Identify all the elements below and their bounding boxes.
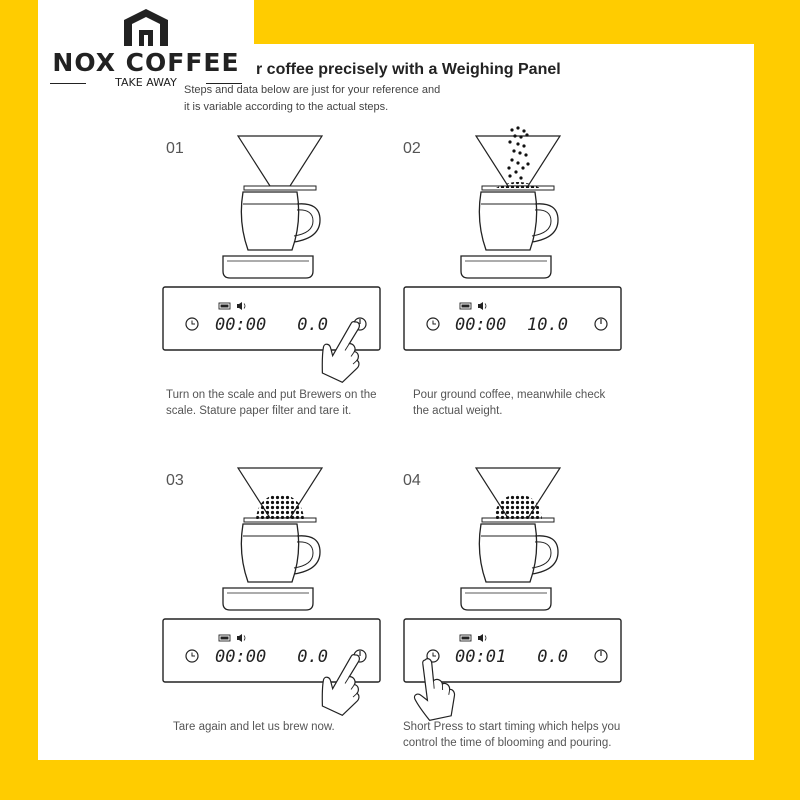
step-1-caption-line-2: scale. Stature paper filter and tare it. xyxy=(166,405,352,417)
intro-line-1: Steps and data below are just for your reference and xyxy=(184,84,441,96)
step-1-stand xyxy=(223,256,313,278)
step-2-time-readout: 00:00 xyxy=(455,315,507,335)
step-1-caption-line-1: Turn on the scale and put Brewers on the xyxy=(166,389,377,401)
step-2-caption-line-1: Pour ground coffee, meanwhile check xyxy=(413,389,606,401)
step-1-illustration xyxy=(163,136,380,386)
step-1-time-readout: 00:00 xyxy=(215,315,267,335)
step-3-caption xyxy=(173,719,335,735)
step-2-grounds xyxy=(496,182,540,188)
step-4-time-readout: 00:01 xyxy=(455,647,507,667)
step-1-server xyxy=(241,192,320,250)
step-2-caption xyxy=(413,387,605,419)
step-4-weight-readout: 0.0 xyxy=(537,647,568,667)
step-3-caption-line-1: Tare again and let us brew now. xyxy=(173,721,335,733)
step-4-illustration xyxy=(404,468,621,722)
step-1-number: 01 xyxy=(166,140,184,157)
step-3-weight-readout: 0.0 xyxy=(297,647,328,667)
step-2-caption-line-2: the actual weight. xyxy=(413,405,503,417)
step-2-weight-readout: 10.0 xyxy=(527,315,568,335)
step-4-server xyxy=(479,524,558,582)
step-3-stand xyxy=(223,588,313,610)
step-3-server xyxy=(241,524,320,582)
step-4-caption-line-2: control the time of blooming and pouring. xyxy=(403,737,612,749)
step-1-dripper xyxy=(238,136,322,190)
page-heading: r coffee precisely with a Weighing Panel xyxy=(256,61,561,78)
step-4-caption-line-1: Short Press to start timing which helps you xyxy=(403,721,621,733)
step-2-number: 02 xyxy=(403,140,421,157)
step-3-number: 03 xyxy=(166,472,184,489)
intro-line-2: it is variable according to the actual steps. xyxy=(184,101,389,113)
step-3-illustration xyxy=(163,468,380,719)
logo-title: NOX COFFEE xyxy=(52,48,240,77)
step-1-weight-readout: 0.0 xyxy=(297,315,328,335)
step-1-caption xyxy=(166,387,377,419)
logo-tagline: TAKE AWAY xyxy=(115,76,177,89)
step-2-stand xyxy=(461,256,551,278)
step-3-time-readout: 00:00 xyxy=(215,647,267,667)
step-4-scale xyxy=(404,619,621,682)
step-2-scale xyxy=(404,287,621,350)
step-4-caption xyxy=(403,719,620,751)
step-2-illustration xyxy=(404,126,621,350)
step-4-stand xyxy=(461,588,551,610)
step-2-server xyxy=(479,192,558,250)
step-4-number: 04 xyxy=(403,472,421,489)
